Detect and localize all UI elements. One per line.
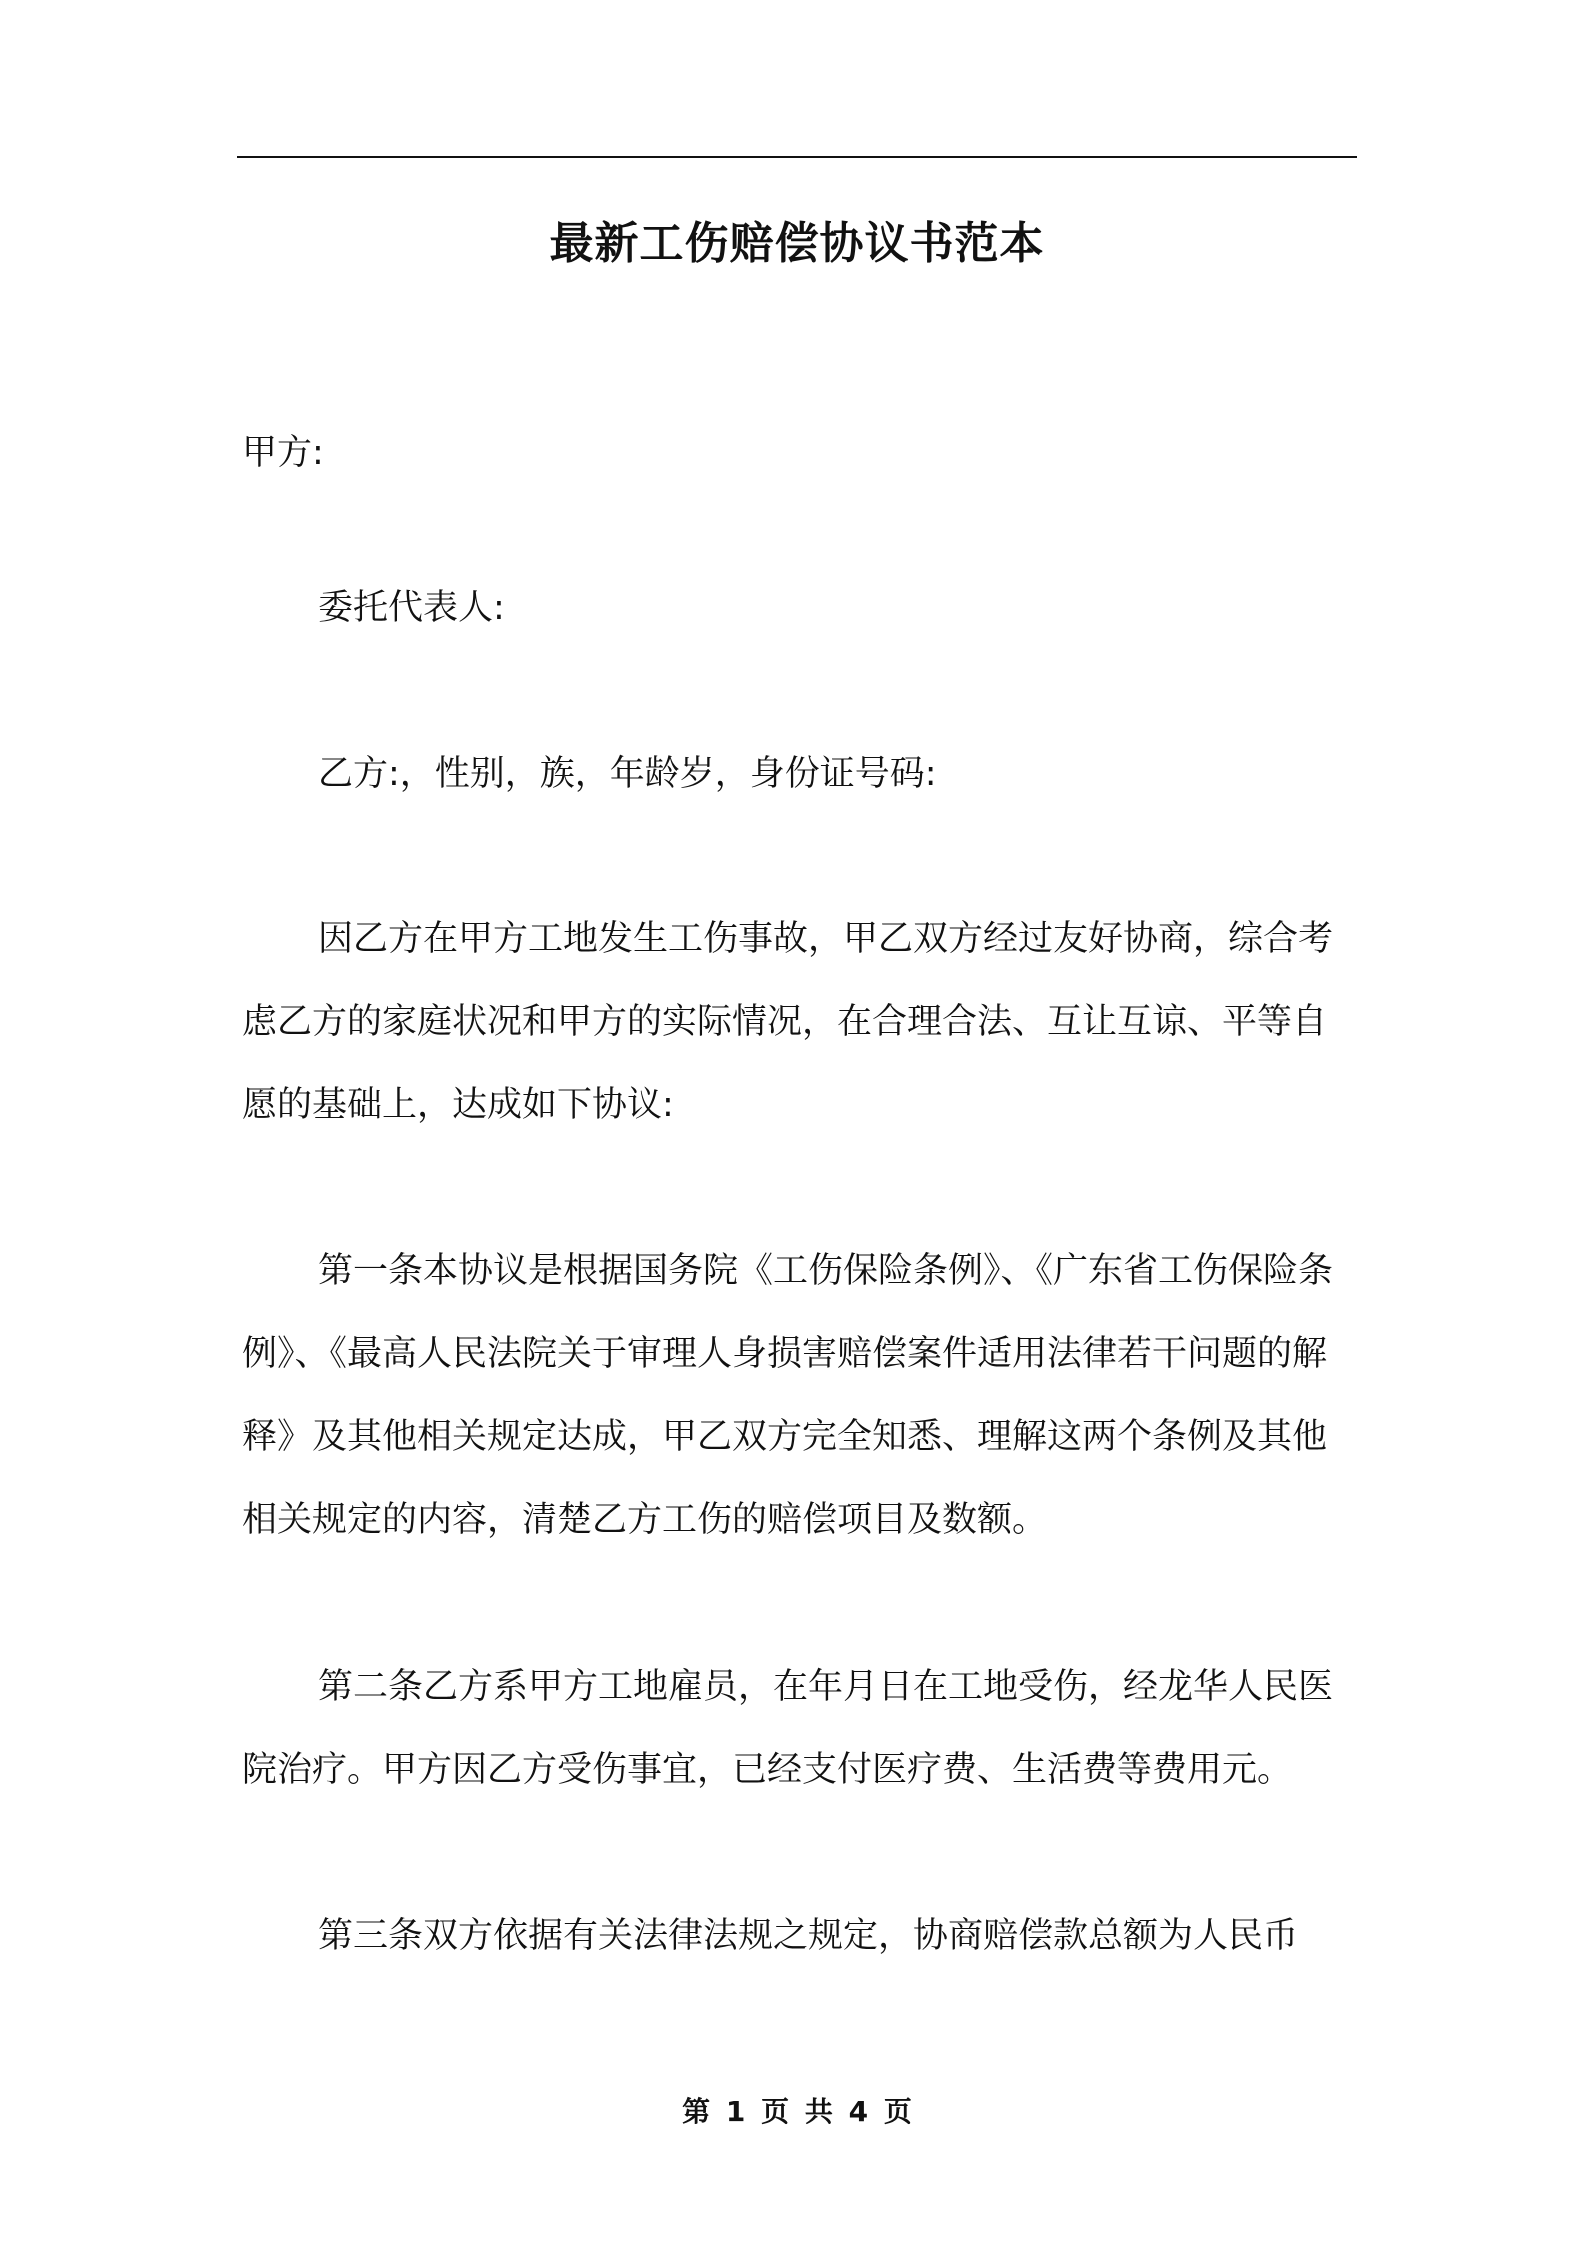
page-number-footer: 第 1 页 共 4 页 (682, 2095, 912, 2128)
article-3-paragraph: 第三条双方依据有关法律法规之规定，协商赔偿款总额为人民币 (318, 1916, 1299, 1956)
party-a-line: 甲方: (242, 433, 324, 473)
article-1-paragraph: 第一条本协议是根据国务院《工伤保险条例》、《广东省工伤保险条例》、《最高人民法院关于审理人身损害赔偿案件适用法律若干问题的解释》及其他相关规定达成，甲乙双方完全知悉、理解这两个条例及其他相关规定的内容，清楚乙方工伤的赔偿项目及数额。 (242, 1251, 1334, 1540)
representative-line: 委托代表人: (318, 588, 505, 628)
intro-paragraph: 因乙方在甲方工地发生工伤事故，甲乙双方经过友好协商，综合考虑乙方的家庭状况和甲方的实际情况，在合理合法、互让互谅、平等自愿的基础上，达成如下协议: (242, 919, 1334, 1125)
article-2-paragraph: 第二条乙方系甲方工地雇员，在年月日在工地受伤，经龙华人民医院治疗。甲方因乙方受伤事宜，已经支付医疗费、生活费等费用元。 (242, 1667, 1334, 1790)
party-b-line: 乙方:，性别，族，年龄岁，身份证号码: (318, 754, 937, 794)
header-rule (237, 156, 1357, 158)
document-title: 最新工伤赔偿协议书范本 (549, 218, 1045, 269)
